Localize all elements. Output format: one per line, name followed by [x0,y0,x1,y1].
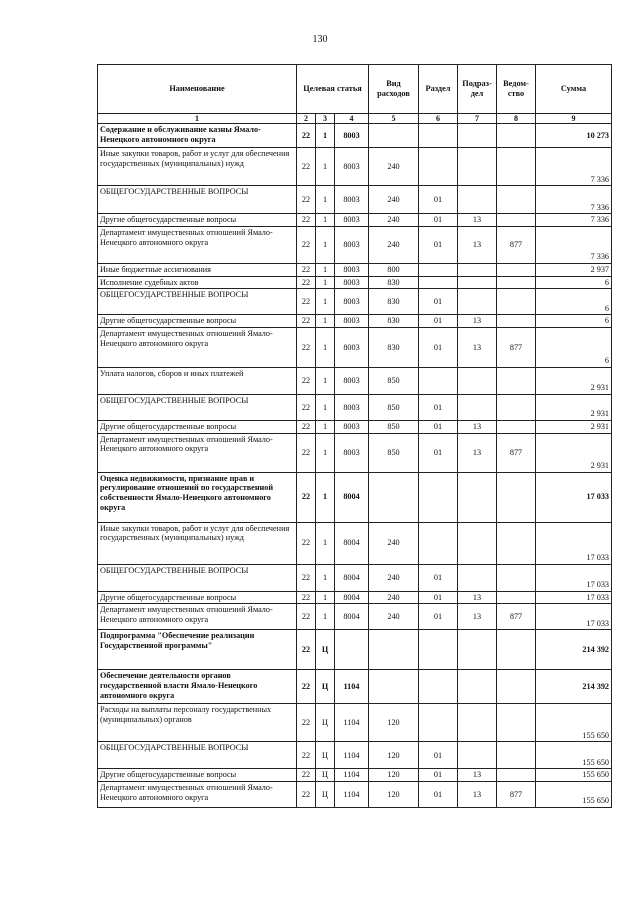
column-number-row [98,114,612,124]
department-code [497,769,536,782]
subsection-code [458,395,497,421]
target-part-2: 1 [316,227,335,264]
table-row [98,421,612,434]
section-code: 01 [419,604,458,630]
table-row [98,522,612,564]
expense-type-code: 240 [369,227,419,264]
row-sum: 2 931 [536,395,612,421]
column-number: 9 [536,114,612,124]
department-code [497,124,536,148]
target-part-2: 1 [316,368,335,395]
subsection-code [458,522,497,564]
table-row [98,604,612,630]
target-part-1: 22 [297,742,316,769]
table-row [98,214,612,227]
row-name: Подпрограмма "Обеспечение реализации Государственной программы" [98,630,297,670]
subsection-code: 13 [458,214,497,227]
section-code [419,264,458,277]
target-part-3: 8003 [335,124,369,148]
target-part-3: 8003 [335,148,369,186]
target-part-1: 22 [297,421,316,434]
section-code [419,472,458,522]
column-number: 6 [419,114,458,124]
subsection-code: 13 [458,591,497,604]
target-part-2: 1 [316,522,335,564]
section-code: 01 [419,328,458,368]
target-part-3: 8004 [335,591,369,604]
target-part-1: 22 [297,124,316,148]
table-row [98,564,612,591]
table-row [98,670,612,704]
row-name: ОБЩЕГОСУДАРСТВЕННЫЕ ВОПРОСЫ [98,742,297,769]
department-code [497,148,536,186]
department-code [497,395,536,421]
row-sum: 155 650 [536,769,612,782]
table-row [98,276,612,289]
row-name: Уплата налогов, сборов и иных платежей [98,368,297,395]
row-sum: 2 931 [536,421,612,434]
target-part-1: 22 [297,564,316,591]
row-sum: 7 336 [536,227,612,264]
table-row [98,148,612,186]
row-sum: 2 931 [536,433,612,472]
table-row [98,186,612,214]
target-part-2: 1 [316,395,335,421]
department-code [497,522,536,564]
table-row [98,630,612,670]
table-row [98,227,612,264]
column-number: 2 [297,114,316,124]
target-part-3 [335,630,369,670]
target-part-2: Ц [316,704,335,742]
section-code: 01 [419,433,458,472]
target-part-1: 22 [297,315,316,328]
row-name: Иные бюджетные ассигнования [98,264,297,277]
row-name: Исполнение судебных актов [98,276,297,289]
row-name: ОБЩЕГОСУДАРСТВЕННЫЕ ВОПРОСЫ [98,564,297,591]
row-sum: 155 650 [536,742,612,769]
subsection-code: 13 [458,769,497,782]
expense-type-code [369,124,419,148]
row-sum: 2 937 [536,264,612,277]
row-name: Департамент имущественных отношений Ямало-Ненецкого автономного округа [98,782,297,808]
column-number: 5 [369,114,419,124]
expense-type-code: 800 [369,264,419,277]
target-part-1: 22 [297,433,316,472]
row-sum: 155 650 [536,704,612,742]
target-part-1: 22 [297,769,316,782]
section-code: 01 [419,769,458,782]
target-part-1: 22 [297,670,316,704]
department-code [497,421,536,434]
column-number: 8 [497,114,536,124]
target-part-2: 1 [316,591,335,604]
target-part-2: 1 [316,472,335,522]
target-part-1: 22 [297,368,316,395]
row-name: Обеспечение деятельности органов государственной власти Ямало-Ненецкого автономного округа [98,670,297,704]
header-subsection: Подраз-дел [458,65,497,114]
row-name: Другие общегосударственные вопросы [98,769,297,782]
row-name: Департамент имущественных отношений Ямало-Ненецкого автономного округа [98,227,297,264]
target-part-2: 1 [316,148,335,186]
expense-type-code: 120 [369,742,419,769]
expense-type-code: 120 [369,782,419,808]
expense-type-code: 240 [369,186,419,214]
table-row [98,289,612,315]
department-code [497,591,536,604]
department-code [497,670,536,704]
row-sum: 7 336 [536,214,612,227]
target-part-2: 1 [316,421,335,434]
target-part-3: 8003 [335,214,369,227]
subsection-code [458,124,497,148]
header-sum: Сумма [536,65,612,114]
target-part-2: 1 [316,214,335,227]
row-name: ОБЩЕГОСУДАРСТВЕННЫЕ ВОПРОСЫ [98,289,297,315]
row-name: Иные закупки товаров, работ и услуг для обеспечения государственных (муниципальных) нужд [98,148,297,186]
subsection-code [458,670,497,704]
target-part-3: 8004 [335,564,369,591]
target-part-3: 8003 [335,421,369,434]
section-code [419,148,458,186]
section-code: 01 [419,315,458,328]
target-part-2: 1 [316,289,335,315]
subsection-code: 13 [458,782,497,808]
subsection-code [458,148,497,186]
target-part-3: 1104 [335,769,369,782]
department-code [497,472,536,522]
subsection-code: 13 [458,227,497,264]
department-code [497,186,536,214]
target-part-1: 22 [297,227,316,264]
section-code: 01 [419,742,458,769]
section-code: 01 [419,227,458,264]
section-code [419,124,458,148]
target-part-2: Ц [316,670,335,704]
expense-type-code: 240 [369,591,419,604]
row-sum: 17 033 [536,472,612,522]
expense-type-code [369,472,419,522]
subsection-code: 13 [458,328,497,368]
table-row [98,704,612,742]
expense-type-code: 120 [369,769,419,782]
department-code [497,564,536,591]
target-part-1: 22 [297,630,316,670]
header-expense-type: Вид расходов [369,65,419,114]
expense-type-code: 240 [369,604,419,630]
section-code: 01 [419,214,458,227]
department-code [497,630,536,670]
target-part-1: 22 [297,522,316,564]
expense-type-code: 830 [369,328,419,368]
column-number: 1 [98,114,297,124]
subsection-code [458,289,497,315]
target-part-1: 22 [297,276,316,289]
section-code: 01 [419,782,458,808]
section-code [419,670,458,704]
target-part-3: 1104 [335,704,369,742]
expense-type-code: 240 [369,522,419,564]
department-code [497,368,536,395]
column-number: 7 [458,114,497,124]
table-row [98,264,612,277]
department-code [497,214,536,227]
target-part-2: 1 [316,564,335,591]
header-department: Ведом-ство [497,65,536,114]
target-part-2: Ц [316,742,335,769]
target-part-3: 8004 [335,522,369,564]
row-name: Департамент имущественных отношений Ямало-Ненецкого автономного округа [98,433,297,472]
subsection-code [458,472,497,522]
department-code [497,276,536,289]
target-part-3: 8003 [335,315,369,328]
target-part-1: 22 [297,148,316,186]
table-row [98,742,612,769]
table-row [98,591,612,604]
expense-type-code: 850 [369,433,419,472]
target-part-3: 1104 [335,782,369,808]
expense-type-code: 830 [369,276,419,289]
row-name: Департамент имущественных отношений Ямало-Ненецкого автономного округа [98,328,297,368]
expense-type-code: 240 [369,214,419,227]
section-code: 01 [419,289,458,315]
subsection-code [458,564,497,591]
row-name: Другие общегосударственные вопросы [98,315,297,328]
target-part-2: 1 [316,186,335,214]
table-row [98,368,612,395]
row-name: Иные закупки товаров, работ и услуг для обеспечения государственных (муниципальных) нужд [98,522,297,564]
row-sum: 7 336 [536,186,612,214]
target-part-2: Ц [316,769,335,782]
row-sum: 214 392 [536,670,612,704]
target-part-3: 8003 [335,186,369,214]
target-part-3: 8003 [335,227,369,264]
header-row [98,65,612,114]
row-sum: 155 650 [536,782,612,808]
department-code [497,289,536,315]
target-part-3: 8003 [335,264,369,277]
section-code [419,704,458,742]
row-sum: 17 033 [536,564,612,591]
target-part-3: 8003 [335,328,369,368]
row-name: ОБЩЕГОСУДАРСТВЕННЫЕ ВОПРОСЫ [98,395,297,421]
table-row [98,769,612,782]
target-part-3: 8003 [335,276,369,289]
department-code [497,264,536,277]
column-number: 3 [316,114,335,124]
page-number: 130 [312,34,328,45]
department-code [497,742,536,769]
expense-type-code: 850 [369,421,419,434]
target-part-3: 8003 [335,368,369,395]
target-part-1: 22 [297,328,316,368]
table-body [98,124,612,808]
expense-type-code: 830 [369,315,419,328]
subsection-code: 13 [458,604,497,630]
subsection-code [458,368,497,395]
subsection-code [458,742,497,769]
subsection-code [458,630,497,670]
target-part-2: Ц [316,782,335,808]
target-part-2: 1 [316,604,335,630]
department-code: 877 [497,328,536,368]
department-code: 877 [497,433,536,472]
section-code [419,368,458,395]
department-code: 877 [497,782,536,808]
row-sum: 214 392 [536,630,612,670]
expense-type-code [369,670,419,704]
target-part-1: 22 [297,604,316,630]
target-part-3: 1104 [335,742,369,769]
row-sum: 17 033 [536,604,612,630]
target-part-2: 1 [316,315,335,328]
target-part-3: 8003 [335,289,369,315]
subsection-code: 13 [458,433,497,472]
budget-table [97,64,612,808]
section-code: 01 [419,591,458,604]
target-part-3: 1104 [335,670,369,704]
section-code [419,630,458,670]
section-code: 01 [419,186,458,214]
expense-type-code: 830 [369,289,419,315]
table-row [98,124,612,148]
target-part-2: 1 [316,328,335,368]
row-name: Департамент имущественных отношений Ямало-Ненецкого автономного округа [98,604,297,630]
table-row [98,315,612,328]
expense-type-code: 240 [369,148,419,186]
row-name: ОБЩЕГОСУДАРСТВЕННЫЕ ВОПРОСЫ [98,186,297,214]
department-code [497,315,536,328]
expense-type-code: 850 [369,395,419,421]
target-part-1: 22 [297,782,316,808]
target-part-3: 8003 [335,433,369,472]
section-code: 01 [419,421,458,434]
subsection-code [458,276,497,289]
expense-type-code: 240 [369,564,419,591]
target-part-1: 22 [297,395,316,421]
target-part-1: 22 [297,186,316,214]
row-sum: 7 336 [536,148,612,186]
target-part-1: 22 [297,472,316,522]
table-row [98,328,612,368]
row-sum: 6 [536,328,612,368]
department-code [497,704,536,742]
target-part-1: 22 [297,591,316,604]
row-sum: 6 [536,276,612,289]
row-sum: 6 [536,289,612,315]
department-code: 877 [497,604,536,630]
header-name: Наименование [98,65,297,114]
column-number: 4 [335,114,369,124]
section-code [419,276,458,289]
row-sum: 2 931 [536,368,612,395]
subsection-code: 13 [458,315,497,328]
row-sum: 10 273 [536,124,612,148]
department-code: 877 [497,227,536,264]
section-code: 01 [419,564,458,591]
subsection-code [458,186,497,214]
table-row [98,433,612,472]
row-sum: 6 [536,315,612,328]
expense-type-code: 850 [369,368,419,395]
table-row [98,395,612,421]
target-part-1: 22 [297,289,316,315]
row-name: Содержание и обслуживание казны Ямало-Ненецкого автономного округа [98,124,297,148]
target-part-1: 22 [297,704,316,742]
section-code: 01 [419,395,458,421]
table-row [98,472,612,522]
row-name: Расходы на выплаты персоналу государственных (муниципальных) органов [98,704,297,742]
target-part-1: 22 [297,214,316,227]
target-part-2: 1 [316,276,335,289]
target-part-3: 8003 [335,395,369,421]
table-row [98,782,612,808]
target-part-1: 22 [297,264,316,277]
target-part-3: 8004 [335,604,369,630]
expense-type-code: 120 [369,704,419,742]
row-name: Другие общегосударственные вопросы [98,214,297,227]
subsection-code [458,264,497,277]
target-part-2: Ц [316,630,335,670]
subsection-code: 13 [458,421,497,434]
row-sum: 17 033 [536,591,612,604]
target-part-2: 1 [316,433,335,472]
subsection-code [458,704,497,742]
target-part-2: 1 [316,124,335,148]
row-name: Оценка недвижимости, признание прав и регулирование отношений по государственной собственности Ямало-Ненецкого автономного округа [98,472,297,522]
row-name: Другие общегосударственные вопросы [98,421,297,434]
target-part-2: 1 [316,264,335,277]
section-code [419,522,458,564]
target-part-3: 8004 [335,472,369,522]
row-sum: 17 033 [536,522,612,564]
header-section: Раздел [419,65,458,114]
header-target: Целевая статья [297,65,369,114]
expense-type-code [369,630,419,670]
row-name: Другие общегосударственные вопросы [98,591,297,604]
